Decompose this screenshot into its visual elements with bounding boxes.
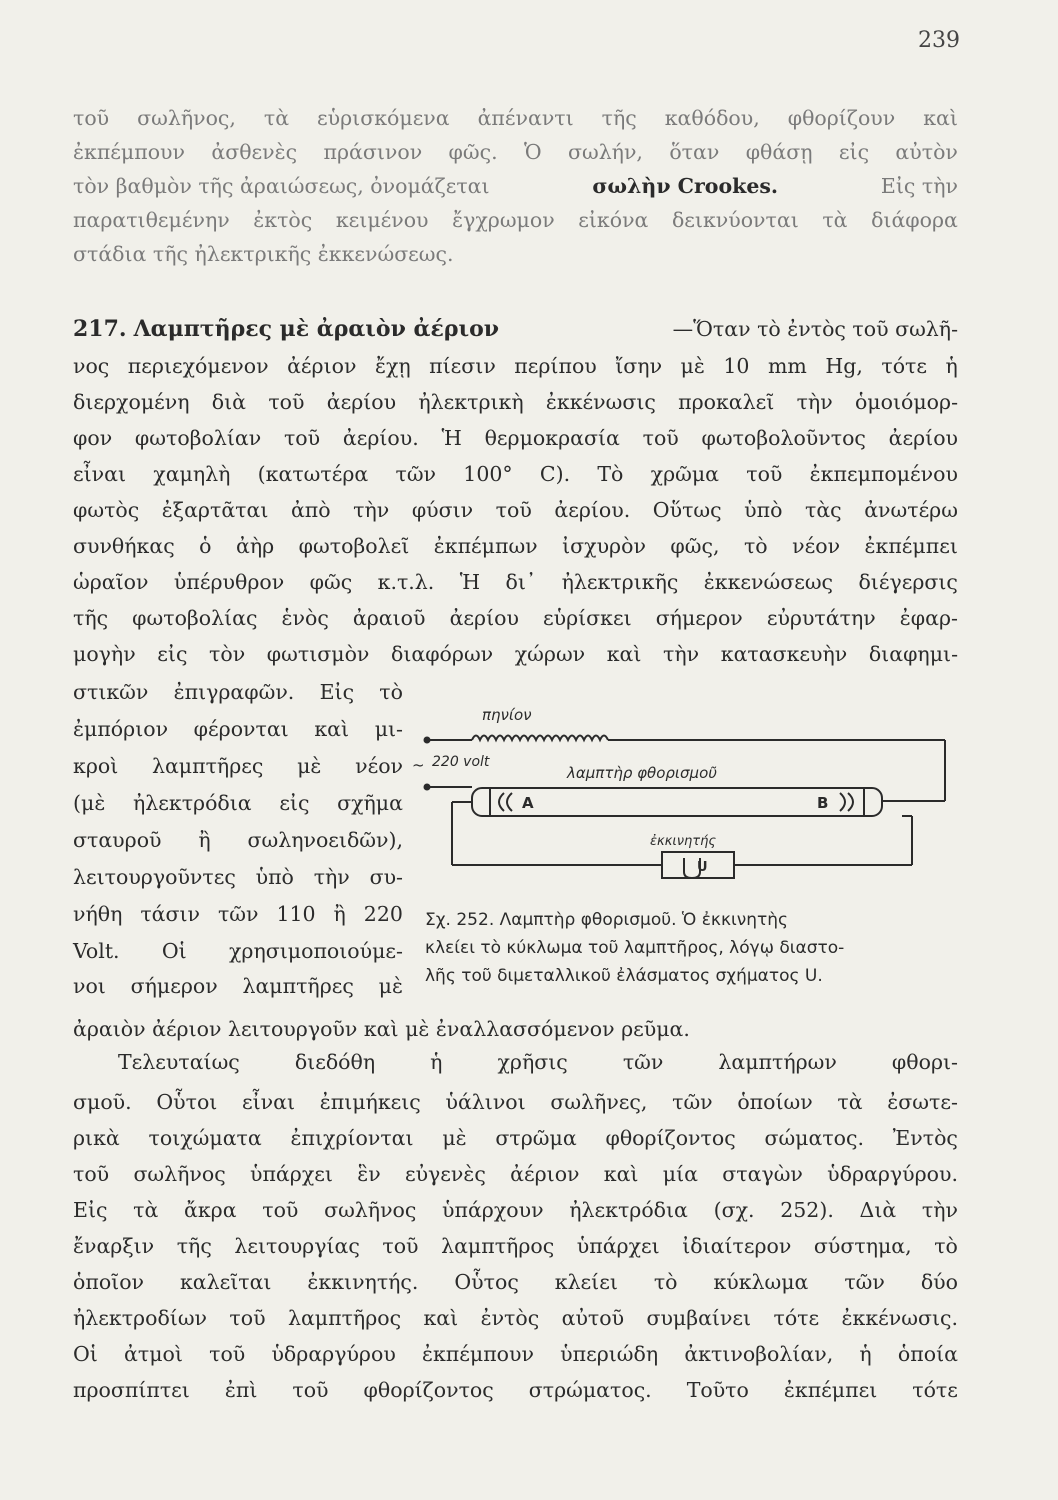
text-line: (μὲ ἠλεκτρόδια εἰς σχῆμα — [73, 791, 403, 815]
text-line: Τελευταίως διεδόθη ἡ χρῆσις τῶν λαμπτήρων φθορι- — [118, 1050, 958, 1074]
text-line: μογὴν εἰς τὸν φωτισμὸν διαφόρων χώρων καὶ τὴν κατασκευὴν διαφημι- — [73, 642, 958, 666]
section-text: —Ὅταν τὸ ἐντὸς τοῦ σωλῆ- — [672, 317, 958, 341]
text-line: νήθη τάσιν τῶν 110 ἢ 220 — [73, 902, 403, 926]
text-line: ὡραῖον ὑπέρυθρον φῶς κ.τ.λ. Ἡ δι᾽ ἠλεκτρικῆς ἐκκενώσεως διέγερσις — [73, 570, 958, 594]
text-span: Εἰς τὴν — [880, 174, 958, 198]
figure-caption-line: λῆς τοῦ διμεταλλικοῦ ἐλάσματος σχήματος U. — [425, 966, 823, 986]
term-crookes: σωλὴν Crookes. — [592, 174, 779, 198]
page-number: 239 — [918, 28, 960, 53]
text-line: ἀραιὸν ἀέριον λειτουργοῦν καὶ μὲ ἐναλλασσόμενον ρεῦμα. — [73, 1017, 690, 1041]
fluorescent-lamp-diagram — [412, 690, 960, 905]
label-bimetal-u: U — [697, 860, 708, 875]
text-line: ἐμπόριον φέρονται καὶ μι- — [73, 717, 403, 741]
text-line — [73, 171, 958, 201]
text-line: προσπίπτει ἐπὶ τοῦ φθορίζοντος στρώματος. Τοῦτο ἐκπέμπει τότε — [73, 1378, 958, 1402]
text-line: Οἱ ἀτμοὶ τοῦ ὑδραργύρου ἐκπέμπουν ὑπεριώδη ἀκτινοβολίαν, ἡ ὁποία — [73, 1342, 958, 1366]
text-line: Εἰς τὰ ἄκρα τοῦ σωλῆνος ὑπάρχουν ἠλεκτρόδια (σχ. 252). Διὰ τὴν — [73, 1198, 958, 1222]
text-line: ρικὰ τοιχώματα ἐπιχρίονται μὲ στρῶμα φθορίζοντος σώματος. Ἐντὸς — [73, 1126, 958, 1150]
text-line: σταυροῦ ἢ σωληνοειδῶν), — [73, 828, 403, 852]
section-heading — [73, 314, 958, 345]
label-coil: πηνίον — [482, 706, 532, 724]
text-line: φωτὸς ἐξαρτᾶται ἀπὸ τὴν φύσιν τοῦ ἀερίου. Οὕτως ὑπὸ τὰς ἀνωτέρω — [73, 498, 958, 522]
text-line: ὁποῖον καλεῖται ἐκκινητής. Οὗτος κλείει τὸ κύκλωμα τῶν δύο — [73, 1270, 958, 1294]
text-line: σμοῦ. Οὗτοι εἶναι ἐπιμήκεις ὑάλινοι σωλῆνες, τῶν ὁποίων τὰ ἐσωτε- — [73, 1090, 958, 1114]
label-lamp: λαμπτὴρ φθορισμοῦ — [567, 764, 717, 782]
section-number: 217. — [73, 316, 127, 342]
text-line: συνθήκας ὁ ἀὴρ φωτοβολεῖ ἐκπέμπων ἰσχυρὸν φῶς, τὸ νέον ἐκπέμπει — [73, 534, 958, 558]
label-electrode-a: A — [522, 794, 534, 812]
label-tilde: ~ — [412, 756, 425, 774]
text-line: κροὶ λαμπτῆρες μὲ νέον — [73, 754, 403, 778]
text-line: ἔναρξιν τῆς λειτουργίας τοῦ λαμπτῆρος ὑπάρχει ἰδιαίτερον σύστημα, τὸ — [73, 1234, 958, 1258]
text-line: φον φωτοβολίαν τοῦ ἀερίου. Ἡ θερμοκρασία τοῦ φωτοβολοῦντος ἀερίου — [73, 426, 958, 450]
text-line: ἐκπέμπουν ἀσθενὲς πράσινον φῶς. Ὁ σωλήν, ὅταν φθάσῃ εἰς αὐτὸν — [73, 140, 958, 164]
text-line: στικῶν ἐπιγραφῶν. Εἰς τὸ — [73, 680, 403, 704]
text-line: τοῦ σωλῆνος ὑπάρχει ἓν εὐγενὲς ἀέριον καὶ μία σταγὼν ὑδραργύρου. — [73, 1162, 958, 1186]
text-span: τὸν βαθμὸν τῆς ἀραιώσεως, ὀνομάζεται — [73, 174, 490, 198]
text-line: εἶναι χαμηλὴ (κατωτέρα τῶν 100° C). Τὸ χρῶμα τοῦ ἐκπεμπομένου — [73, 462, 958, 486]
text-line: Volt. Οἱ χρησιμοποιούμε- — [73, 939, 403, 963]
label-electrode-b: B — [817, 794, 829, 812]
text-line: νοι σήμερον λαμπτῆρες μὲ — [73, 974, 403, 998]
label-starter: ἐκκινητής — [650, 834, 716, 849]
text-line: στάδια τῆς ἠλεκτρικῆς ἐκκενώσεως. — [73, 242, 454, 266]
text-line: διερχομένη διὰ τοῦ ἀερίου ἠλεκτρικὴ ἐκκένωσις προκαλεῖ τὴν ὁμοιόμορ- — [73, 390, 958, 414]
text-line: παρατιθεμένην ἐκτὸς κειμένου ἔγχρωμον εἰκόνα δεικνύονται τὰ διάφορα — [73, 208, 958, 232]
label-voltage: 220 volt — [432, 754, 490, 770]
text-line: τοῦ σωλῆνος, τὰ εὑρισκόμενα ἀπέναντι τῆς καθόδου, φθορίζουν καὶ — [73, 106, 958, 130]
section-title: Λαμπτῆρες μὲ ἀραιὸν ἀέριον — [133, 316, 500, 342]
heading-text — [73, 314, 499, 345]
text-line: ἠλεκτροδίων τοῦ λαμπτῆρος καὶ ἐντὸς αὐτοῦ συμβαίνει τότε ἐκκένωσις. — [73, 1306, 958, 1330]
text-line: νος περιεχόμενον ἀέριον ἔχῃ πίεσιν περίπου ἴσην μὲ 10 mm Hg, τότε ἡ — [73, 354, 958, 378]
figure-caption-line: Σχ. 252. Λαμπτὴρ φθορισμοῦ. Ὁ ἐκκινητὴς — [425, 910, 788, 930]
figure-caption-line: κλείει τὸ κύκλωμα τοῦ λαμπτῆρος, λόγῳ διαστο- — [425, 938, 845, 958]
text-line: λειτουργοῦντες ὑπὸ τὴν συ- — [73, 865, 403, 889]
text-line: τῆς φωτοβολίας ἑνὸς ἀραιοῦ ἀερίου εὑρίσκει σήμερον εὐρυτάτην ἐφαρ- — [73, 606, 958, 630]
